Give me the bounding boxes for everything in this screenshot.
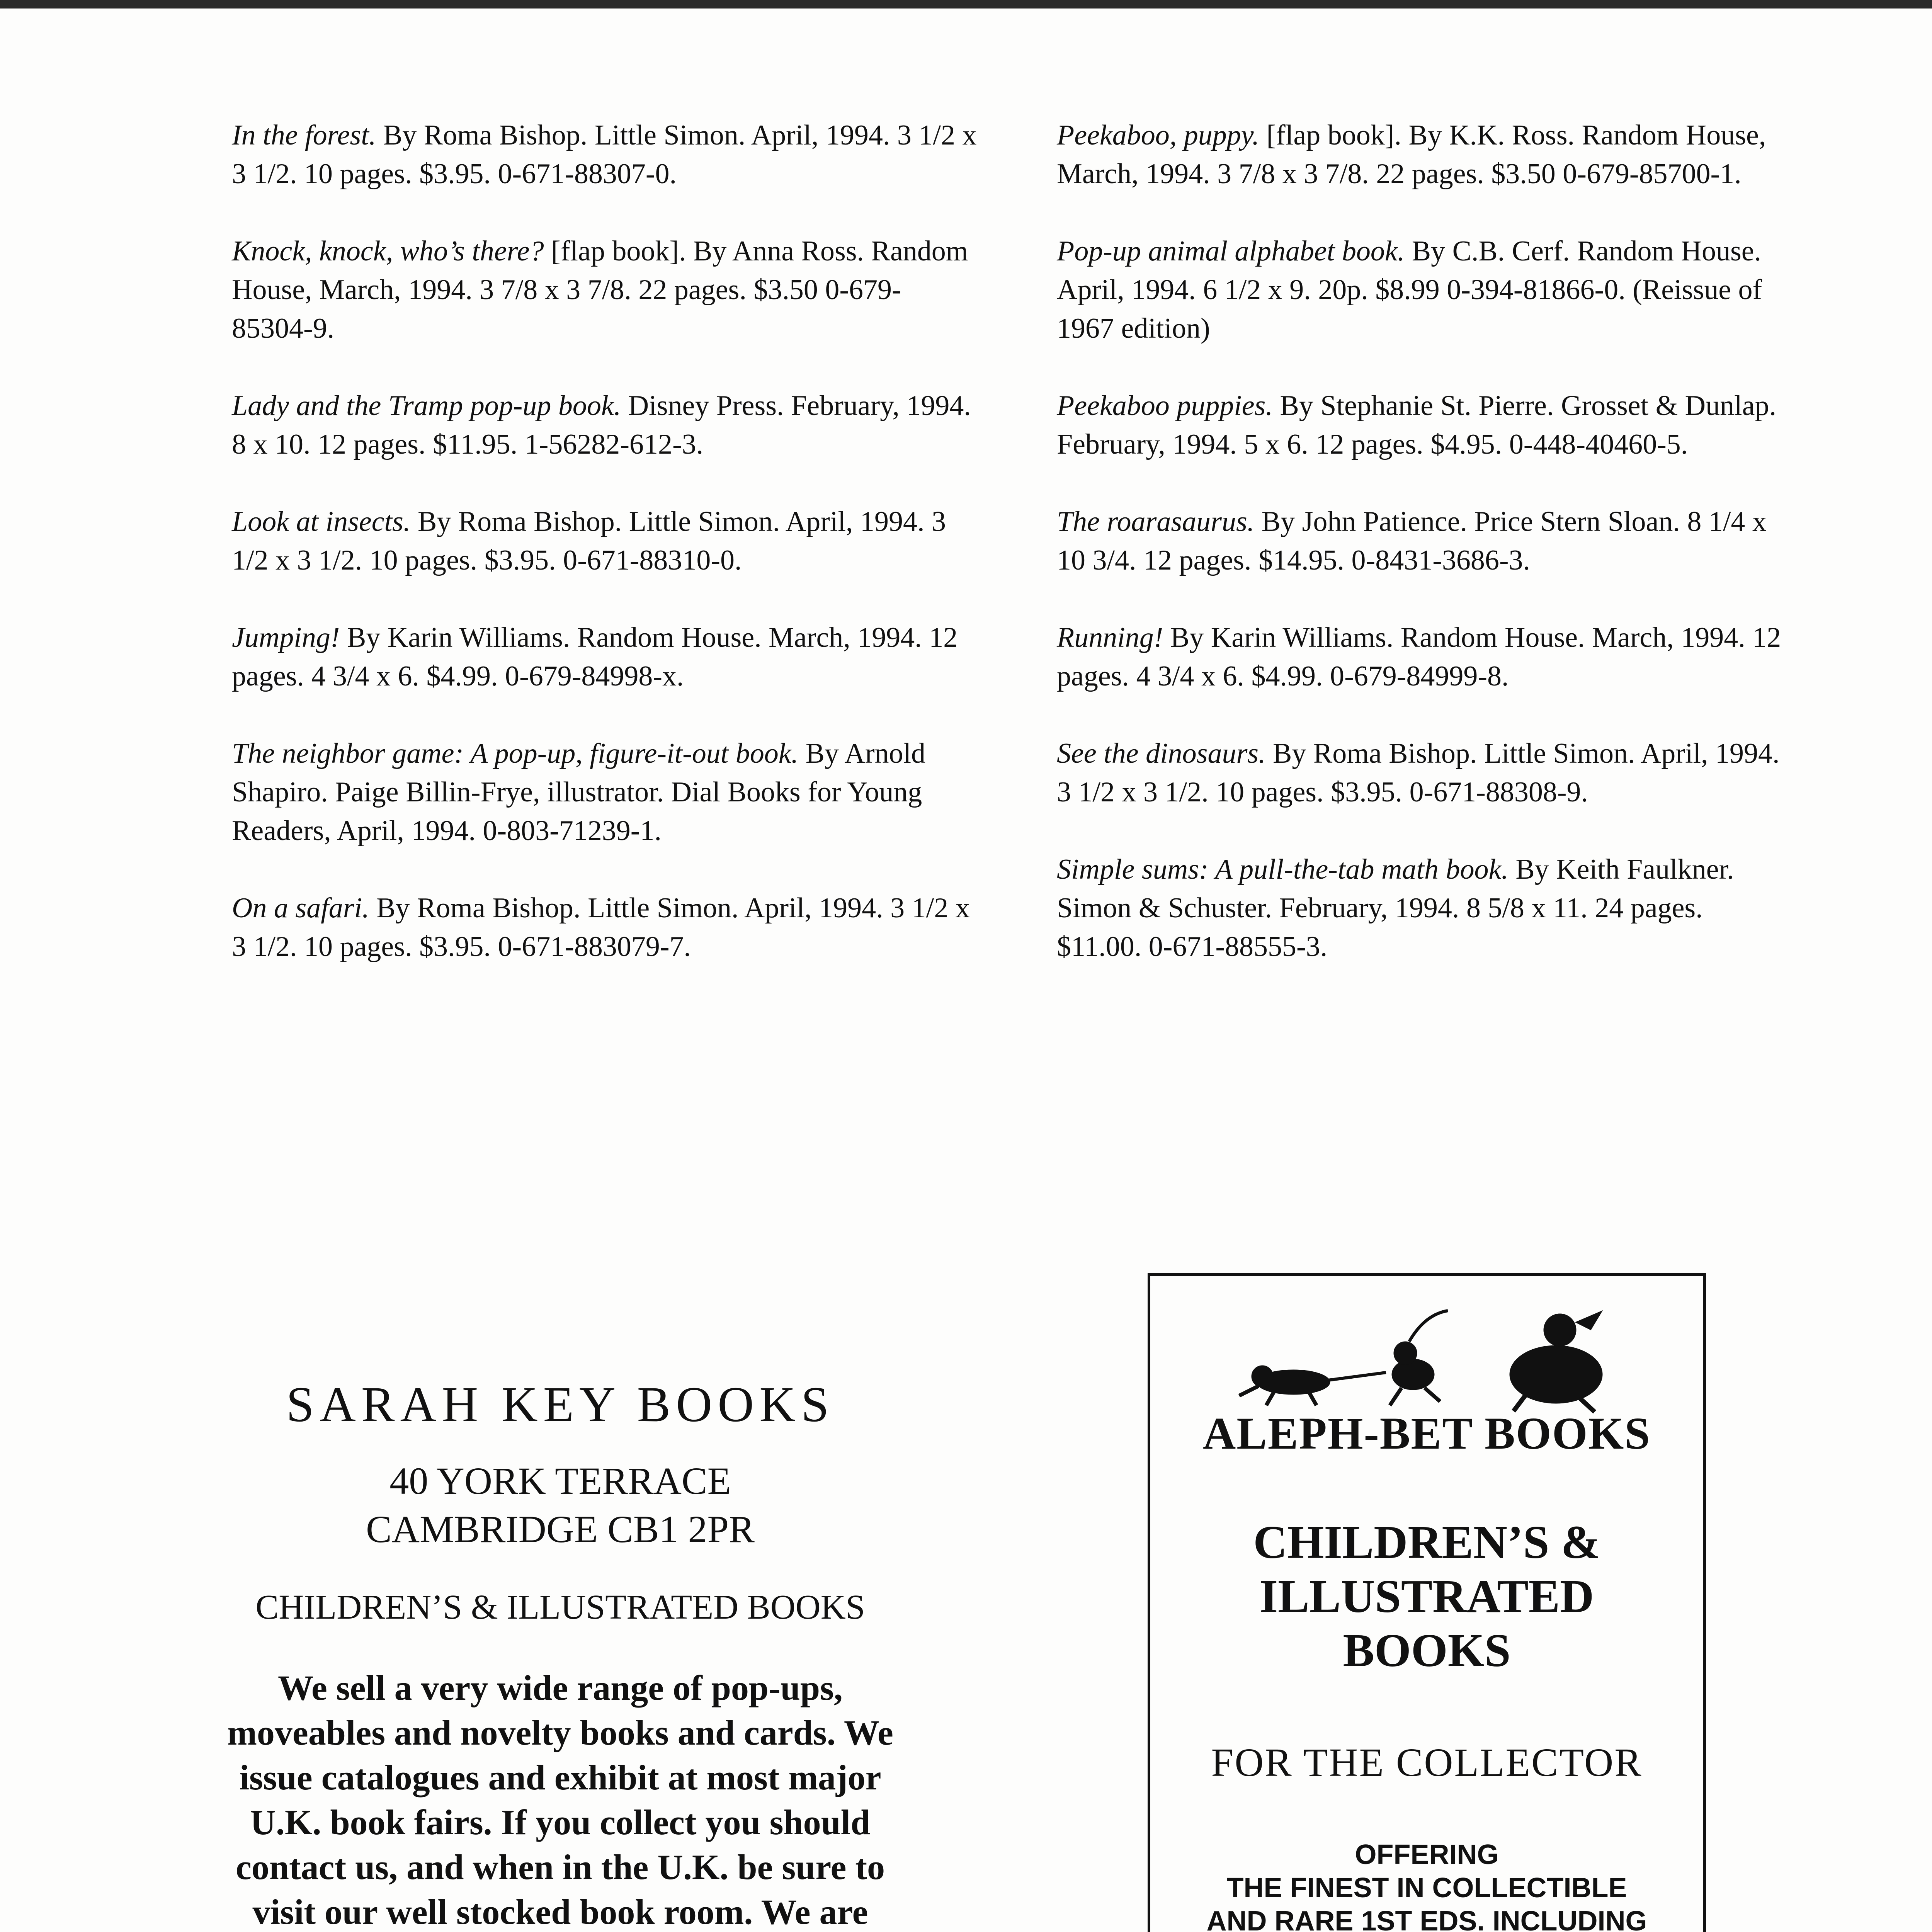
book-details: Disney Press. February, 1994. 8 x 10. 12 pages. $11.95. 1-56282-612-3. (232, 390, 971, 460)
book-title: Running! (1057, 622, 1163, 653)
book-details: By Roma Bishop. Little Simon. April, 1994. 3 1/2 x 3 1/2. 10 pages. $3.95. 0-671-883079-7. (232, 892, 970, 963)
book-title: Pop-up animal alphabet book. (1057, 235, 1405, 267)
book-title: Knock, knock, who’s there? (232, 235, 544, 267)
scan-edge (0, 0, 1932, 9)
listing-column-right (1057, 116, 1791, 1005)
book-title: Peekaboo puppies. (1057, 390, 1273, 422)
book-title: See the dinosaurs. (1057, 738, 1266, 769)
ad-offering-line: AND RARE 1ST EDS. INCLUDING (1206, 1906, 1647, 1932)
book-title: Peekaboo, puppy. (1057, 119, 1259, 151)
book-entry (232, 734, 978, 850)
book-details: By John Patience. Price Stern Sloan. 8 1/4 x 10 3/4. 12 pages. $14.95. 0-8431-3686-3. (1057, 506, 1767, 576)
ad-address-line: CAMBRIDGE CB1 2PR (366, 1508, 755, 1551)
book-entry (1057, 502, 1791, 580)
book-entry (1057, 232, 1791, 348)
book-title: Look at insects. (232, 506, 411, 537)
ad-body: We sell a very wide range of pop-ups, moveables and novelty books and cards. We issue catalogues and exhibit at most major U.K. book fairs. If you collect you should contact us, and when in the U.K. be sure to visit our well stocked book room. We are (227, 1668, 893, 1932)
book-title: On a safari. (232, 892, 369, 924)
book-entry (1057, 116, 1791, 193)
sarah-key-books-ad (201, 1376, 920, 1932)
ad-offering (1158, 1838, 1696, 1932)
book-details: By Karin Williams. Random House. March, 1994. 12 pages. 4 3/4 x 6. $4.99. 0-679-84998-x. (232, 622, 958, 692)
book-entry (232, 889, 978, 966)
book-details: By Stephanie St. Pierre. Grosset & Dunlap. February, 1994. 5 x 6. 12 pages. $4.95. 0-448-40460-5. (1057, 390, 1777, 460)
ad-subtitle-line: BOOKS (1343, 1624, 1511, 1677)
book-entry (232, 618, 978, 696)
book-details: By C.B. Cerf. Random House. April, 1994. 6 1/2 x 9. 20p. $8.99 0-394-81866-0. (Reissue of 1967 edition) (1057, 235, 1762, 344)
ad-subtitle-line: CHILDREN’S & (1253, 1516, 1600, 1568)
ad-offering-line: OFFERING (1355, 1839, 1499, 1870)
book-details: By Karin Williams. Random House. March, 1994. 12 pages. 4 3/4 x 6. $4.99. 0-679-84999-8. (1057, 622, 1781, 692)
book-details: By Roma Bishop. Little Simon. April, 1994. 3 1/2 x 3 1/2. 10 pages. $3.95. 0-671-88310-0. (232, 506, 946, 576)
ad-collector-line: FOR THE COLLECTOR (1211, 1740, 1643, 1785)
book-entry (1057, 734, 1791, 811)
book-title: In the forest. (232, 119, 376, 151)
book-title: The roarasaurus. (1057, 506, 1255, 537)
aleph-bet-books-ad (1148, 1273, 1706, 1932)
book-details: [flap book]. By Anna Ross. Random House, March, 1994. 3 7/8 x 3 7/8. 22 pages. $3.50 0-679-85304-9. (232, 235, 968, 344)
ad-subtitle (1150, 1515, 1703, 1678)
book-details: By Arnold Shapiro. Paige Billin-Frye, illustrator. Dial Books for Young Readers, April, 1994. 0-803-71239-1. (232, 738, 926, 847)
book-entry (1057, 618, 1791, 696)
ad-subtitle-line: ILLUSTRATED (1259, 1570, 1594, 1622)
book-title: Simple sums: A pull-the-tab math book. (1057, 854, 1509, 885)
ad-name: SARAH KEY BOOKS (286, 1377, 835, 1432)
ad-genre: CHILDREN’S & ILLUSTRATED BOOKS (255, 1588, 865, 1626)
running-animals-illustration (1231, 1299, 1622, 1415)
book-entry (232, 116, 978, 193)
book-entry (232, 502, 978, 580)
book-entry (1057, 386, 1791, 464)
listing-column-left (232, 116, 978, 1005)
ad-offering-line: THE FINEST IN COLLECTIBLE (1226, 1872, 1627, 1903)
book-entry (1057, 850, 1791, 966)
ad-name: ALEPH-BET BOOKS (1203, 1408, 1651, 1459)
book-details: By Roma Bishop. Little Simon. April, 1994. 3 1/2 x 3 1/2. 10 pages. $3.95. 0-671-88308-9. (1057, 738, 1780, 808)
book-entry (232, 386, 978, 464)
book-entry (232, 232, 978, 348)
book-details: [flap book]. By K.K. Ross. Random House, March, 1994. 3 7/8 x 3 7/8. 22 pages. $3.50 0-679-85700-1. (1057, 119, 1766, 190)
ad-address-line: 40 YORK TERRACE (389, 1459, 731, 1502)
book-details: By Keith Faulkner. Simon & Schuster. February, 1994. 8 5/8 x 11. 24 pages. $11.00. 0-671-88555-3. (1057, 854, 1734, 963)
book-title: Lady and the Tramp pop-up book. (232, 390, 621, 422)
book-title: The neighbor game: A pop-up, figure-it-out book. (232, 738, 799, 769)
book-details: By Roma Bishop. Little Simon. April, 1994. 3 1/2 x 3 1/2. 10 pages. $3.95. 0-671-88307-0. (232, 119, 977, 190)
book-title: Jumping! (232, 622, 340, 653)
